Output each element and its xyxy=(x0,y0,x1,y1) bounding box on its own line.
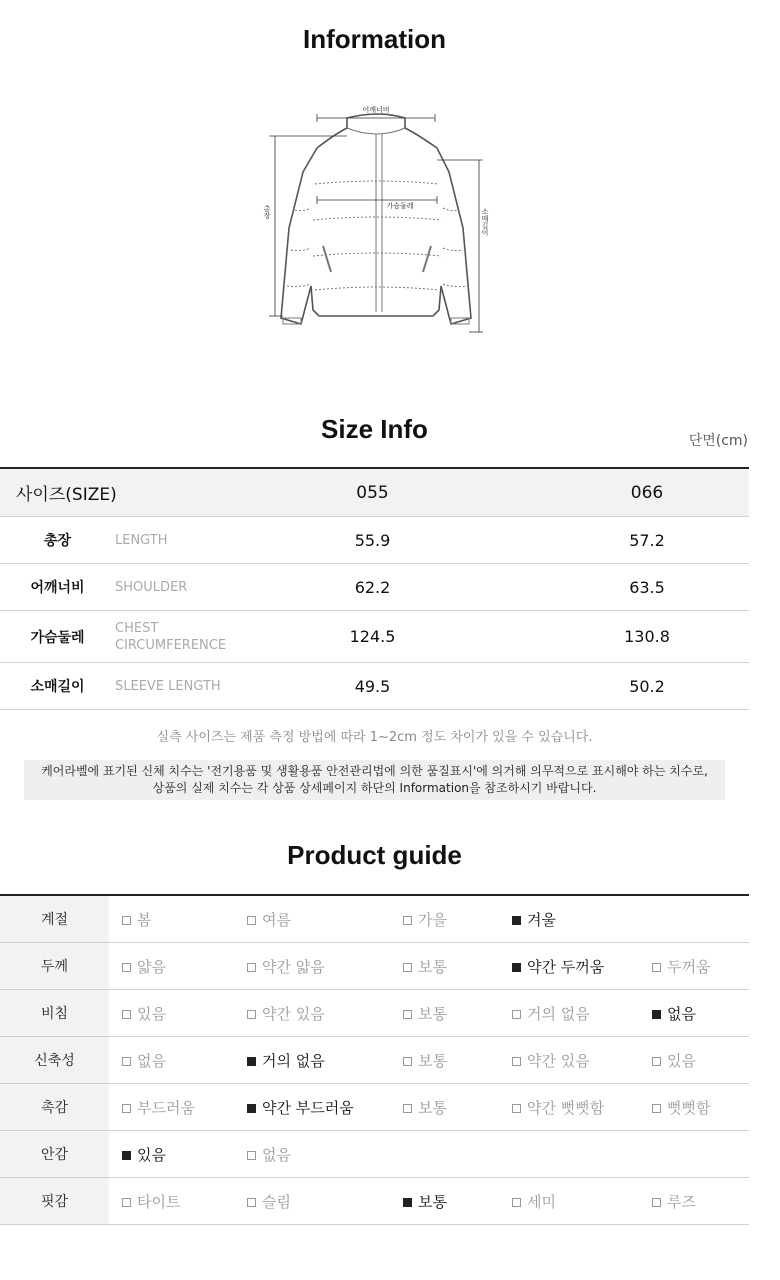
row-label-kr: 어깨너비 xyxy=(0,564,115,611)
unchecked-box-icon xyxy=(122,963,131,972)
care-label-notice-line2: 상품의 실제 치수는 각 상품 상세페이지 하단의 Information을 참조하시기 바랍니다. xyxy=(152,781,597,795)
unchecked-box-icon xyxy=(247,1151,256,1160)
table-row xyxy=(0,564,749,611)
guide-option xyxy=(403,1178,512,1225)
guide-option xyxy=(512,895,652,943)
checked-box-icon xyxy=(652,1010,661,1019)
guide-option xyxy=(512,1084,652,1131)
guide-option-label: 두꺼움 xyxy=(667,957,711,976)
guide-option xyxy=(403,943,512,990)
value-055: 62.2 xyxy=(300,564,445,611)
guide-option xyxy=(247,1084,403,1131)
guide-option-label: 거의 없음 xyxy=(527,1004,590,1023)
unchecked-box-icon xyxy=(652,963,661,972)
checked-box-icon xyxy=(247,1057,256,1066)
guide-option-label: 여름 xyxy=(262,910,291,929)
guide-option-label: 뻣뻣함 xyxy=(667,1098,711,1117)
guide-option xyxy=(247,990,403,1037)
guide-option xyxy=(109,1084,247,1131)
guide-option xyxy=(109,1131,247,1178)
measurement-note: 실측 사이즈는 제품 측정 방법에 따라 1~2cm 정도 차이가 있을 수 있습니다. xyxy=(156,730,593,745)
guide-option-label: 보통 xyxy=(418,1192,447,1211)
unchecked-box-icon xyxy=(512,1057,521,1066)
guide-option-label: 있음 xyxy=(137,1145,166,1164)
unchecked-box-icon xyxy=(122,1010,131,1019)
guide-option-label: 약간 뻣뻣함 xyxy=(527,1098,605,1117)
unit-label: 단면(cm) xyxy=(688,433,748,449)
unchecked-box-icon xyxy=(122,1104,131,1113)
row-label-en-line1: CHEST xyxy=(115,620,159,636)
guide-option xyxy=(247,895,403,943)
guide-row xyxy=(0,1178,749,1225)
guide-option-label: 봄 xyxy=(137,910,152,929)
guide-row-label: 계절 xyxy=(0,895,109,943)
guide-option xyxy=(109,943,247,990)
guide-option-label: 있음 xyxy=(667,1051,696,1070)
guide-option-label: 보통 xyxy=(418,1098,447,1117)
checked-box-icon xyxy=(512,963,521,972)
guide-option-label: 부드러움 xyxy=(137,1098,195,1117)
value-066: 57.2 xyxy=(445,517,749,564)
size-header-label: 사이즈(SIZE) xyxy=(0,468,300,517)
unchecked-box-icon xyxy=(652,1198,661,1207)
unchecked-box-icon xyxy=(403,1057,412,1066)
guide-option xyxy=(652,1178,749,1225)
table-row xyxy=(0,611,749,663)
guide-option xyxy=(652,1084,749,1131)
guide-option xyxy=(512,990,652,1037)
guide-option xyxy=(403,990,512,1037)
row-label-kr: 소매길이 xyxy=(0,663,115,710)
guide-option xyxy=(109,1178,247,1225)
guide-option-label: 없음 xyxy=(667,1004,696,1023)
guide-row-label: 촉감 xyxy=(0,1084,109,1131)
unchecked-box-icon xyxy=(247,963,256,972)
product-guide-table xyxy=(0,894,749,1225)
guide-option-label: 약간 얇음 xyxy=(262,957,325,976)
guide-option-label: 겨울 xyxy=(527,910,556,929)
unchecked-box-icon xyxy=(652,1057,661,1066)
value-066: 50.2 xyxy=(445,663,749,710)
guide-row xyxy=(0,990,749,1037)
sleeve-label: 소매길이 xyxy=(481,208,489,236)
value-055: 124.5 xyxy=(300,611,445,663)
guide-option xyxy=(403,895,512,943)
guide-option-label: 얇음 xyxy=(137,957,166,976)
unchecked-box-icon xyxy=(122,1198,131,1207)
guide-option xyxy=(652,1037,749,1084)
size-header-066: 066 xyxy=(445,468,749,517)
unchecked-box-icon xyxy=(403,1010,412,1019)
unchecked-box-icon xyxy=(512,1104,521,1113)
guide-option xyxy=(247,1131,403,1178)
guide-option-label: 루즈 xyxy=(667,1192,696,1211)
value-066: 63.5 xyxy=(445,564,749,611)
guide-option-label: 없음 xyxy=(137,1051,166,1070)
guide-row-label: 신축성 xyxy=(0,1037,109,1084)
row-label-en xyxy=(115,611,300,663)
guide-option-label: 약간 두꺼움 xyxy=(527,957,605,976)
guide-option xyxy=(652,990,749,1037)
guide-option-label: 있음 xyxy=(137,1004,166,1023)
guide-empty-cell xyxy=(512,1131,652,1178)
guide-empty-cell xyxy=(652,1131,749,1178)
size-info-title: Size Info xyxy=(321,414,428,444)
unchecked-box-icon xyxy=(512,1198,521,1207)
information-title: Information xyxy=(303,24,446,54)
guide-option-label: 보통 xyxy=(418,1004,447,1023)
guide-option-label: 없음 xyxy=(262,1145,291,1164)
row-label-kr: 총장 xyxy=(0,517,115,564)
guide-option xyxy=(109,990,247,1037)
checked-box-icon xyxy=(512,916,521,925)
guide-option-label: 약간 있음 xyxy=(262,1004,325,1023)
guide-option xyxy=(247,1037,403,1084)
checked-box-icon xyxy=(403,1198,412,1207)
chest-label: 가슴둘레 xyxy=(386,202,414,210)
unchecked-box-icon xyxy=(122,1057,131,1066)
care-label-notice xyxy=(24,760,725,800)
guide-option-label: 가을 xyxy=(418,910,447,929)
guide-row-label: 핏감 xyxy=(0,1178,109,1225)
guide-row xyxy=(0,1037,749,1084)
guide-option-label: 약간 있음 xyxy=(527,1051,590,1070)
table-row xyxy=(0,663,749,710)
unchecked-box-icon xyxy=(512,1010,521,1019)
guide-option xyxy=(403,1037,512,1084)
checked-box-icon xyxy=(122,1151,131,1160)
value-066: 130.8 xyxy=(445,611,749,663)
length-label: 총장 xyxy=(263,205,271,219)
unchecked-box-icon xyxy=(247,1010,256,1019)
unchecked-box-icon xyxy=(122,916,131,925)
row-label-en: LENGTH xyxy=(115,517,300,564)
guide-option xyxy=(652,943,749,990)
size-header-055: 055 xyxy=(300,468,445,517)
guide-empty-cell xyxy=(403,1131,512,1178)
guide-option xyxy=(247,943,403,990)
guide-row-label: 두께 xyxy=(0,943,109,990)
guide-option xyxy=(109,895,247,943)
guide-row xyxy=(0,1084,749,1131)
checked-box-icon xyxy=(247,1104,256,1113)
guide-option-label: 슬림 xyxy=(262,1192,291,1211)
guide-option-label: 거의 없음 xyxy=(262,1051,325,1070)
value-055: 49.5 xyxy=(300,663,445,710)
guide-option-label: 타이트 xyxy=(137,1192,181,1211)
value-055: 55.9 xyxy=(300,517,445,564)
guide-row-label: 비침 xyxy=(0,990,109,1037)
size-table xyxy=(0,467,749,710)
guide-row-label: 안감 xyxy=(0,1131,109,1178)
row-label-kr: 가슴둘레 xyxy=(0,611,115,663)
guide-row xyxy=(0,1131,749,1178)
guide-option xyxy=(403,1084,512,1131)
guide-empty-cell xyxy=(652,895,749,943)
table-row xyxy=(0,517,749,564)
shoulder-label: 어깨너비 xyxy=(362,106,390,114)
row-label-en: SHOULDER xyxy=(115,564,300,611)
guide-option-label: 보통 xyxy=(418,1051,447,1070)
guide-option-label: 보통 xyxy=(418,957,447,976)
unchecked-box-icon xyxy=(247,916,256,925)
unchecked-box-icon xyxy=(403,1104,412,1113)
guide-option-label: 약간 부드러움 xyxy=(262,1098,354,1117)
unchecked-box-icon xyxy=(403,963,412,972)
row-label-en: SLEEVE LENGTH xyxy=(115,663,300,710)
jacket-measurement-diagram xyxy=(255,100,495,340)
guide-option xyxy=(512,1178,652,1225)
guide-row xyxy=(0,895,749,943)
guide-option xyxy=(512,1037,652,1084)
guide-option xyxy=(512,943,652,990)
product-guide-title: Product guide xyxy=(287,840,462,870)
care-label-notice-line1: 케어라벨에 표기된 신체 치수는 '전기용품 및 생활용품 안전관리법에 의한 품질표시'에 의거해 의무적으로 표시해야 하는 치수로, xyxy=(41,764,708,778)
size-table-header xyxy=(0,468,749,517)
guide-option xyxy=(109,1037,247,1084)
unchecked-box-icon xyxy=(652,1104,661,1113)
guide-row xyxy=(0,943,749,990)
unchecked-box-icon xyxy=(247,1198,256,1207)
row-label-en-line2: CIRCUMFERENCE xyxy=(115,637,227,653)
guide-option-label: 세미 xyxy=(527,1192,556,1211)
guide-option xyxy=(247,1178,403,1225)
unchecked-box-icon xyxy=(403,916,412,925)
